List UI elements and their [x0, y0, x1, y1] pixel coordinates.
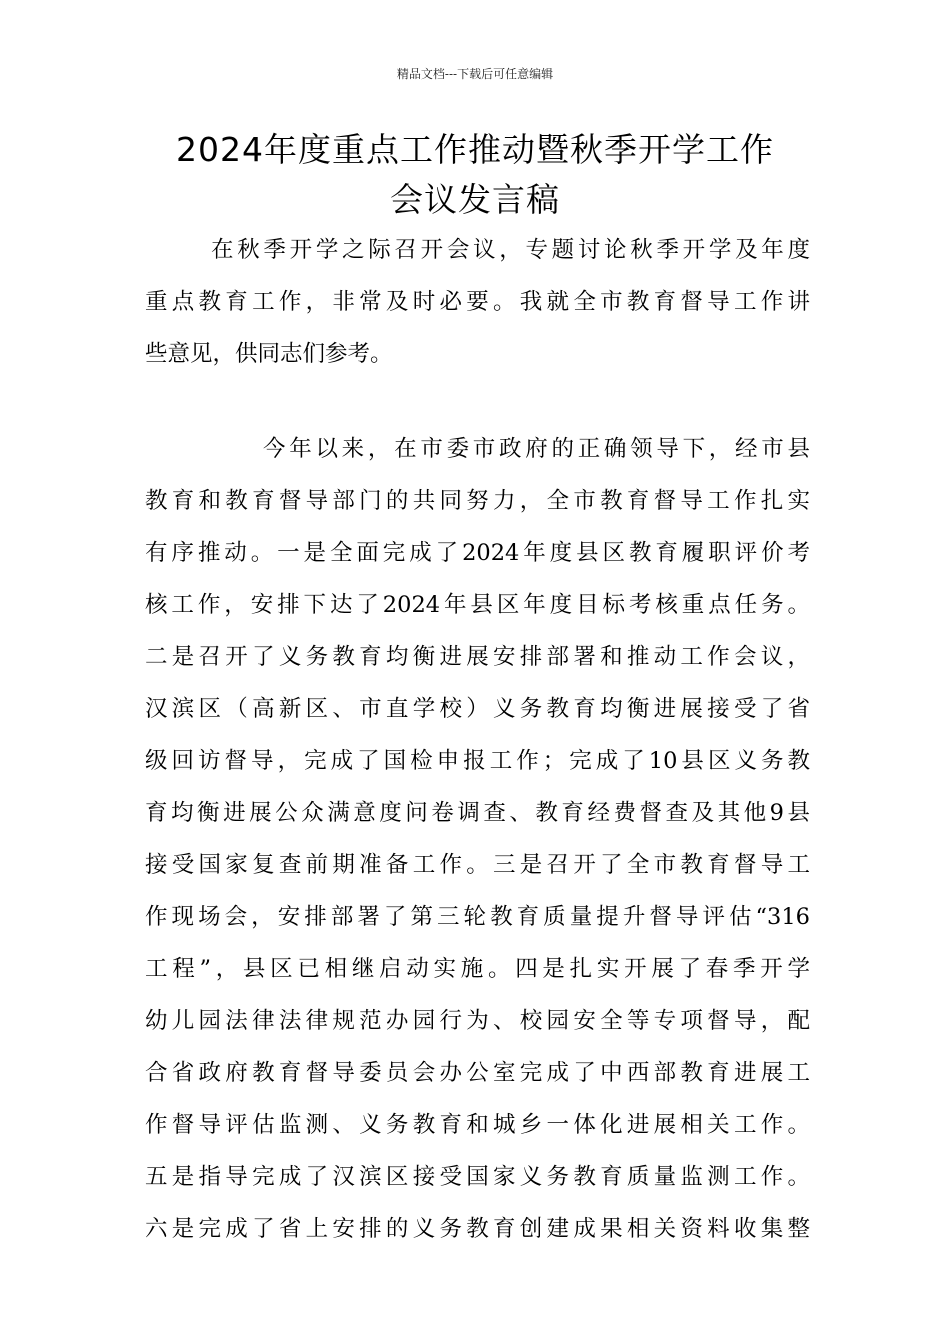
header-note: 精品文档---下载后可任意编辑: [396, 67, 554, 81]
paragraph-line: 有序推动。一是全面完成了2024年度县区教育履职评价考: [145, 540, 810, 566]
paragraph-line: 接受国家复查前期准备工作。三是召开了全市教育督导工: [145, 852, 810, 878]
paragraph-line: 作督导评估监测、义务教育和城乡一体化进展相关工作。: [145, 1112, 810, 1138]
paragraph-line: 级回访督导，完成了国检申报工作；完成了10县区义务教: [145, 748, 810, 774]
title-line-2: 会议发言稿: [390, 180, 560, 219]
paragraph-line: 育均衡进展公众满意度问卷调查、教育经费督查及其他9县: [145, 800, 810, 826]
paragraph-line: 二是召开了义务教育均衡进展安排部署和推动工作会议，: [145, 644, 810, 670]
paragraph-line: 在秋季开学之际召开会议，专题讨论秋季开学及年度: [211, 237, 810, 263]
paragraph-line: 作现场会，安排部署了第三轮教育质量提升督导评估“316: [145, 904, 810, 930]
paragraph-summary: [145, 423, 810, 1255]
paragraph-line: 合省政府教育督导委员会办公室完成了中西部教育进展工: [145, 1060, 810, 1086]
paragraph-line: 六是完成了省上安排的义务教育创建成果相关资料收集整: [145, 1216, 810, 1242]
paragraph-line: 幼儿园法律法律规范办园行为、校园安全等专项督导，配: [145, 1008, 810, 1034]
paragraph-line: 汉滨区（高新区、市直学校）义务教育均衡进展接受了省: [145, 696, 810, 722]
paragraph-line: 些意见，供同志们参考。: [145, 341, 393, 367]
document-title: [100, 125, 850, 225]
paragraph-line: 重点教育工作，非常及时必要。我就全市教育督导工作讲: [145, 289, 810, 315]
paragraph-intro: [145, 224, 810, 380]
title-line-1: 2024年度重点工作推动暨秋季开学工作: [176, 130, 774, 169]
paragraph-line: 今年以来，在市委市政府的正确领导下，经市县: [263, 436, 810, 462]
paragraph-line: 五是指导完成了汉滨区接受国家义务教育质量监测工作。: [145, 1164, 810, 1190]
paragraph-line: 工程”，县区已相继启动实施。四是扎实开展了春季开学: [145, 956, 810, 982]
paragraph-line: 教育和教育督导部门的共同努力，全市教育督导工作扎实: [145, 488, 810, 514]
paragraph-line: 核工作，安排下达了2024年县区年度目标考核重点任务。: [145, 592, 810, 618]
